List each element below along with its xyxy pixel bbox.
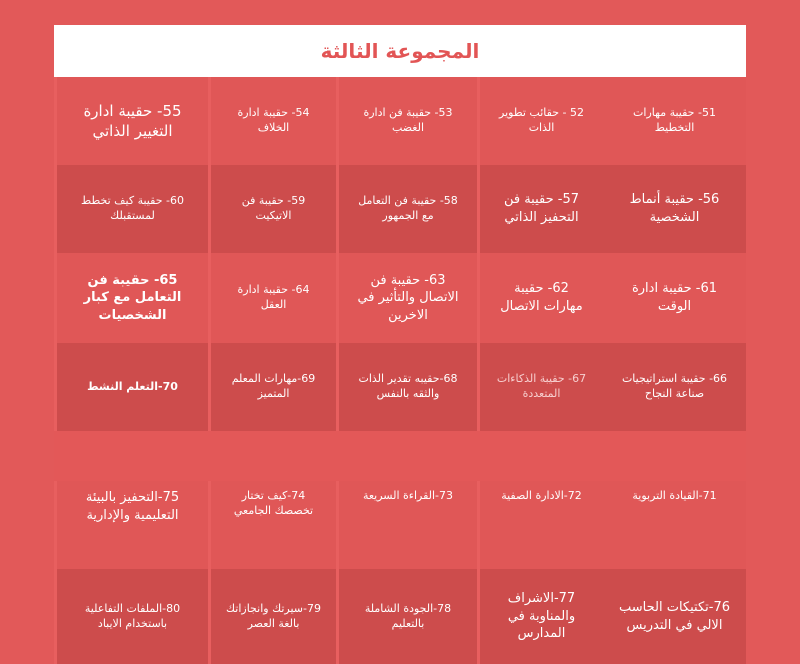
grid-cell[interactable] [603,569,746,664]
grid-cell[interactable] [603,253,746,343]
grid-cell[interactable] [208,343,336,431]
grid-row-3 [54,253,746,343]
grid-cell[interactable] [603,481,746,569]
grid-cell[interactable] [477,481,603,569]
grid-cell[interactable] [54,569,208,664]
grid-cell[interactable] [208,569,336,664]
row-separator [54,431,746,481]
grid-cell[interactable] [336,253,477,343]
grid-cell[interactable] [603,77,746,165]
grid-row-2 [54,165,746,253]
cell-label: 58- حقيبة فن التعامل مع الجمهور [358,194,458,222]
cell-label: 67- حقيبة الذكاءات المتعددة [496,372,587,400]
grid-cell[interactable] [477,165,603,253]
grid-cell[interactable] [336,481,477,569]
grid-cell[interactable] [477,343,603,431]
grid-cell[interactable] [208,165,336,253]
cell-label: 53- حقيبة فن ادارة الغضب [363,106,453,134]
cell-label: 73-القراءة السريعة [362,489,454,502]
section-header [54,25,746,77]
grid-cell[interactable] [477,569,603,664]
grid-cell[interactable] [208,77,336,165]
cell-label: 51- حقيبة مهارات التخطيط [633,106,716,134]
grid-row-6 [54,569,746,664]
cell-label: 71-القيادة التربوية [632,489,717,502]
cell-label: 79-سيرتك وانجازاتك بالغة العصر [226,601,321,630]
grid-row-4 [54,343,746,431]
cell-label: 65- حقيبة فن التعامل مع كبار الشخصيات [83,272,182,323]
cell-label: 63- حقيبة فن الاتصال والتأثير في الاخرين [357,272,459,323]
cell-label: 74-كيف تختار تخصصك الجامعي [233,489,314,517]
grid-cell[interactable] [54,77,208,165]
grid-cell[interactable] [54,343,208,431]
grid-cell[interactable] [603,343,746,431]
cell-label: 80-الملفات التفاعلية باستخدام الايباد [84,601,181,630]
grid-cell[interactable] [477,253,603,343]
cell-label: 68-حقيبه تقدير الذات والثقه بالنفس [358,372,458,400]
cell-label: 77-الاشراف والمناوبة في المدارس [507,591,576,642]
cell-label: 66- حقيبة استراتيجيات صناعة النجاح [621,372,728,400]
grid-cell[interactable] [208,253,336,343]
grid-cell[interactable] [336,165,477,253]
grid-cell[interactable] [336,569,477,664]
grid-cell[interactable] [336,343,477,431]
grid-cell[interactable] [603,165,746,253]
grid-cell[interactable] [477,77,603,165]
cell-label: 78-الجودة الشاملة بالتعليم [364,601,452,630]
cell-label: 57- حقيبة فن التحفيز الذاتي [503,192,580,225]
cell-label: 52 - حقائب تطوير الذات [499,106,584,134]
cell-label: 60- حقيبة كيف تخطط لمستقبلك [81,194,184,222]
page-title: المجموعة الثالثة [320,39,480,63]
cell-label: 54- حقيبة ادارة الخلاف [237,106,310,134]
grid-cell[interactable] [54,481,208,569]
cell-label: 62- حقيبة مهارات الاتصال [500,281,583,314]
grid-cell[interactable] [208,481,336,569]
grid-row-1 [54,77,746,165]
grid-cell[interactable] [54,253,208,343]
cell-label: 59- حقيبة فن الاتيكيت [241,194,306,222]
cell-label: 75-التحفيز بالبيئة التعليمية والإدارية [85,490,180,523]
cell-label: 70-التعلم النشط [87,379,178,393]
cell-label: 64- حقيبة ادارة العقل [237,283,310,311]
cell-label: 61- حقيبة ادارة الوقت [631,281,718,314]
grid-cell[interactable] [336,77,477,165]
cell-label: 72-الادارة الصفية [501,489,582,502]
grid-row-5 [54,481,746,569]
cell-label: 55- حقيبة ادارة التغيير الذاتي [83,101,182,140]
cell-label: 69-مهارات المعلم المتميز [231,372,316,400]
grid-cell[interactable] [54,165,208,253]
cell-label: 76-تكتيكات الحاسب الالي في التدريس [619,599,730,633]
cell-label: 56- حقيبة أنماط الشخصية [629,192,720,225]
